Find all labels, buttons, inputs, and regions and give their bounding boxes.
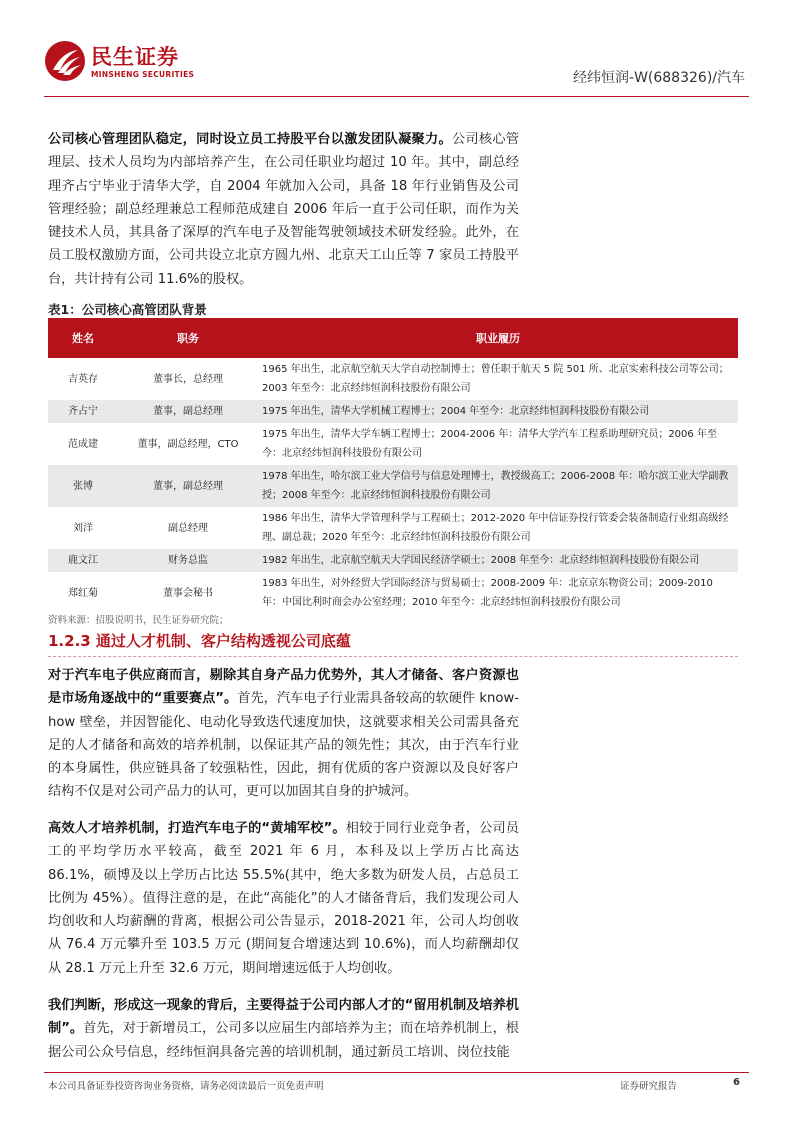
paragraph-body: 首先，对于新增员工，公司多以应届生内部培养为主；而在培养机制上，根据公司公众号信息，经纬恒润具备完善的培训机制，通过新员工培训、岗位技能 bbox=[48, 1021, 519, 1060]
paragraph-lead: 对于汽车电子供应商而言，剔除其自身产品力优势外，其人才储备、客户资源也是市场角逐战中的“重要赛点”。 bbox=[48, 668, 519, 707]
cell-resume: 1975 年出生，清华大学车辆工程博士；2004-2006 年：清华大学汽车工程系助理研究员；2006 年至今：北京经纬恒润科技股份有限公司 bbox=[258, 423, 738, 465]
paragraph-supplier-talent bbox=[48, 664, 519, 804]
section-divider bbox=[48, 656, 738, 657]
table-row bbox=[48, 507, 738, 549]
cell-name: 郑红菊 bbox=[48, 572, 118, 614]
column-header-role: 职务 bbox=[118, 318, 258, 358]
document-title: 经纬恒润-W(688326)/汽车 bbox=[573, 70, 745, 86]
footer-disclaimer: 本公司具备证券投资咨询业务资格，请务必阅读最后一页免责声明 bbox=[48, 1081, 324, 1092]
minsheng-logo bbox=[44, 40, 194, 85]
table-row bbox=[48, 572, 738, 614]
logo-english-name: MINSHENG SECURITIES bbox=[91, 70, 195, 79]
table-row bbox=[48, 465, 738, 507]
footer-report-type: 证券研究报告 bbox=[620, 1081, 678, 1092]
cell-name: 鹿文江 bbox=[48, 549, 118, 572]
paragraph-lead: 高效人才培养机制，打造汽车电子的“黄埔军校”。 bbox=[48, 821, 346, 836]
cell-resume: 1978 年出生，哈尔滨工业大学信号与信息处理博士，教授级高工；2006-2008 年：哈尔滨工业大学副教授；2008 年至今：北京经纬恒润科技股份有限公司 bbox=[258, 465, 738, 507]
cell-resume: 1975 年出生，清华大学机械工程博士；2004 年至今：北京经纬恒润科技股份有限公司 bbox=[258, 400, 738, 423]
table-row bbox=[48, 549, 738, 572]
paragraph-body: 相较于同行业竞争者，公司员工的平均学历水平较高，截至 2021 年 6 月，本科及以上学历占比高达 86.1%，硕博及以上学历占比达 55.5%(其中，绝大多数为研发人员，占总员工比例为 45%）。值得注意的是，在此“高能化”的人才储备背后，我们发现公司人均创收和人均薪酬的背离，根据公司公告显示，2018-2021 年，公司人均创收从 76.4 万元攀升至 103.5 万元 (期间复合增速达到 10.6%)，而人均薪酬却仅从 28.1 万元上升至 32.6 万元，期间增速远低于人均创收。 bbox=[48, 821, 519, 976]
table-source-note: 资料来源：招股说明书，民生证券研究院； bbox=[48, 615, 229, 626]
column-header-resume: 职业履历 bbox=[258, 318, 738, 358]
logo-mark-icon bbox=[44, 40, 86, 82]
cell-role: 副总经理 bbox=[118, 507, 258, 549]
cell-resume: 1983 年出生，对外经贸大学国际经济与贸易硕士；2008-2009 年：北京京东物资公司；2009-2010 年：中国比利时商会办公室经理；2010 年至今：北京经纬恒润科技股份有限公司 bbox=[258, 572, 738, 614]
footer-divider bbox=[44, 1072, 749, 1073]
executive-team-table bbox=[48, 318, 738, 614]
paragraph-lead: 公司核心管理团队稳定，同时设立员工持股平台以激发团队凝聚力。 bbox=[48, 132, 452, 147]
paragraph-retention-mechanism bbox=[48, 994, 519, 1064]
cell-resume: 1982 年出生，北京航空航天大学国民经济学硕士；2008 年至今：北京经纬恒润科技股份有限公司 bbox=[258, 549, 738, 572]
column-header-name: 姓名 bbox=[48, 318, 118, 358]
logo-chinese-name: 民生证券 bbox=[91, 45, 179, 69]
paragraph-lead: 我们判断，形成这一现象的背后，主要得益于公司内部人才的“留用机制及培养机制”。 bbox=[48, 998, 519, 1037]
table-row bbox=[48, 423, 738, 465]
cell-resume: 1965 年出生，北京航空航天大学自动控制博士；曾任职于航天 5 院 501 所、北京实索科技公司等公司；2003 年至今：北京经纬恒润科技股份有限公司 bbox=[258, 358, 738, 400]
cell-role: 董事，副总经理 bbox=[118, 465, 258, 507]
cell-role: 财务总监 bbox=[118, 549, 258, 572]
cell-name: 齐占宁 bbox=[48, 400, 118, 423]
cell-name: 刘洋 bbox=[48, 507, 118, 549]
cell-name: 张博 bbox=[48, 465, 118, 507]
cell-role: 董事，副总经理 bbox=[118, 400, 258, 423]
header-divider bbox=[44, 96, 749, 97]
cell-role: 董事，副总经理，CTO bbox=[118, 423, 258, 465]
cell-name: 范成建 bbox=[48, 423, 118, 465]
paragraph-body: 公司核心管理层、技术人员均为内部培养产生，在公司任职业均超过 10 年。其中，副总经理齐占宁毕业于清华大学，自 2004 年就加入公司，具备 18 年行业销售及公司管理经验；副总经理兼总工程师范成建自 2006 年后一直于公司任职，而作为关键技术人员，其具备了深厚的汽车电子及智能驾驶领域技术研发经验。此外，在员工股权激励方面，公司共设立北京方圆九州、北京天工山丘等 7 家员工持股平台，共计持有公司 11.6%的股权。 bbox=[48, 132, 520, 287]
table-header-row bbox=[48, 318, 738, 358]
paragraph-management-team bbox=[48, 128, 519, 291]
cell-role: 董事长，总经理 bbox=[118, 358, 258, 400]
paragraph-talent-training bbox=[48, 817, 519, 980]
table-caption: 表1：公司核心高管团队背景 bbox=[48, 302, 207, 317]
cell-resume: 1986 年出生，清华大学管理科学与工程硕士；2012-2020 年中信证券投行管委会装备制造行业组高级经理、副总裁；2020 年至今：北京经纬恒润科技股份有限公司 bbox=[258, 507, 738, 549]
cell-name: 吉英存 bbox=[48, 358, 118, 400]
page-header bbox=[0, 0, 793, 100]
table-row bbox=[48, 400, 738, 423]
table-row bbox=[48, 358, 738, 400]
section-heading: 1.2.3 通过人才机制、客户结构透视公司底蕴 bbox=[48, 632, 351, 650]
cell-role: 董事会秘书 bbox=[118, 572, 258, 614]
paragraph-body: 首先，汽车电子行业需具备较高的软硬件 know-how 壁垒，并因智能化、电动化导致迭代速度加快，这就要求相关公司需具备充足的人才储备和高效的培养机制，以保证其产品的领先性；其次，由于汽车行业的本身属性，供应链具备了较强粘性，因此，拥有优质的客户资源以及良好客户结构不仅是对公司产品力的认可，更可以加固其自身的护城河。 bbox=[48, 691, 519, 800]
page-number: 6 bbox=[733, 1077, 740, 1088]
